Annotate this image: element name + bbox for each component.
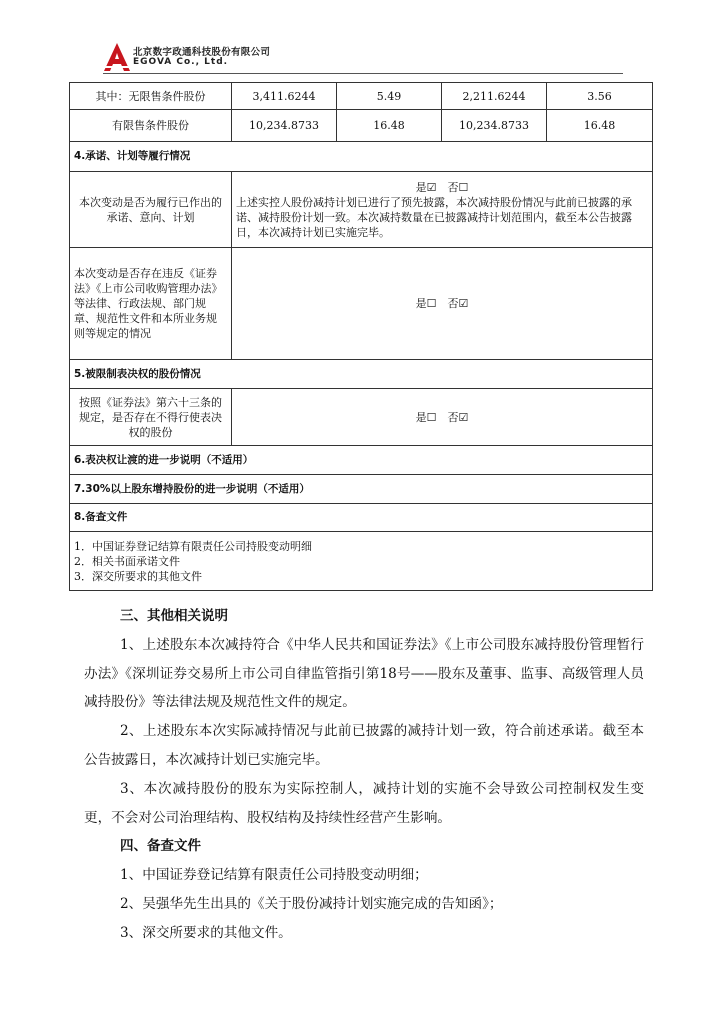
reference-list (70, 532, 653, 591)
section-heading: 三、其他相关说明 (120, 608, 228, 624)
table-row (70, 446, 653, 475)
table-row (70, 248, 653, 360)
table-row (70, 110, 653, 142)
disclosure-table (69, 82, 653, 591)
section-title: 8.备查文件 (70, 504, 653, 532)
header-divider (103, 73, 623, 74)
section-title: 7.30%以上股东增持股份的进一步说明（不适用） (70, 475, 653, 504)
table-row (70, 504, 653, 532)
page-header (103, 42, 623, 76)
answer-text: 上述实控人股份减持计划已进行了预先披露，本次减持股份情况与此前已披露的承诺、减持股份计划一致。本次减持数量在已披露减持计划范围内，截至本公告披露日，本次减持计划已实施完毕。 (236, 195, 632, 239)
checkbox-answer: 是☐ 否☑ (232, 389, 653, 446)
company-name-en: EGOVA Co., Ltd. (133, 57, 229, 67)
document-body (84, 602, 644, 948)
table-row (70, 475, 653, 504)
share-type-label: 其中：无限售条件股份 (70, 83, 232, 110)
table-row (70, 532, 653, 591)
paragraph: 1、上述股东本次减持符合《中华人民共和国证券法》《上市公司股东减持股份管理暂行办法》《深圳证券交易所上市公司自律监管指引第18号——股东及董事、监事、高级管理人员减持股份》等法律法规及规范性文件的规定。 (84, 636, 644, 711)
table-cell: 3.56 (547, 83, 653, 110)
egova-logo-icon (103, 42, 131, 72)
section-title: 4.承诺、计划等履行情况 (70, 142, 653, 172)
paragraph: 2、上述股东本次实际减持情况与此前已披露的减持计划一致，符合前述承诺。截至本公告披露日，本次减持计划已实施完毕。 (84, 723, 644, 768)
paragraph: 3、本次减持股份的股东为实际控制人，减持计划的实施不会导致公司控制权发生变更，不会对公司治理结构、股权结构及持续性经营产生影响。 (84, 780, 644, 826)
checkbox-answer: 是☑ 否☐ (415, 180, 469, 194)
list-item: 3．深交所要求的其他文件 (74, 569, 202, 583)
list-item: 2．相关书面承诺文件 (74, 554, 180, 568)
table-cell: 5.49 (337, 83, 442, 110)
table-cell: 16.48 (337, 110, 442, 142)
section-heading: 四、备查文件 (120, 838, 201, 855)
question-label: 按照《证券法》第六十三条的规定，是否存在不得行使表决权的股份 (70, 389, 232, 446)
table-cell: 16.48 (547, 110, 653, 142)
table-row (70, 172, 653, 248)
company-name-cn: 北京数字政通科技股份有限公司 (133, 47, 271, 58)
table-cell: 10,234.8733 (442, 110, 547, 142)
answer-cell (232, 172, 653, 248)
table-row (70, 142, 653, 172)
table-cell: 2,211.6244 (442, 83, 547, 110)
list-item: 3、深交所要求的其他文件。 (120, 924, 292, 941)
checkbox-answer: 是☐ 否☑ (232, 248, 653, 360)
table-cell: 10,234.8733 (232, 110, 337, 142)
section-title: 6.表决权让渡的进一步说明（不适用） (70, 446, 653, 475)
list-item: 1．中国证券登记结算有限责任公司持股变动明细 (74, 539, 312, 553)
table-row (70, 360, 653, 389)
section-title: 5.被限制表决权的股份情况 (70, 360, 653, 389)
list-item: 2、吴强华先生出具的《关于股份减持计划实施完成的告知函》； (120, 895, 503, 912)
question-label: 本次变动是否存在违反《证券法》《上市公司收购管理办法》等法律、行政法规、部门规章、规范性文件和本所业务规则等规定的情况 (70, 248, 232, 360)
table-cell: 3,411.6244 (232, 83, 337, 110)
list-item: 1、中国证券登记结算有限责任公司持股变动明细； (120, 867, 428, 884)
question-label: 本次变动是否为履行已作出的承诺、意向、计划 (70, 172, 232, 248)
table-row (70, 389, 653, 446)
share-type-label: 有限售条件股份 (70, 110, 232, 142)
table-row (70, 83, 653, 110)
